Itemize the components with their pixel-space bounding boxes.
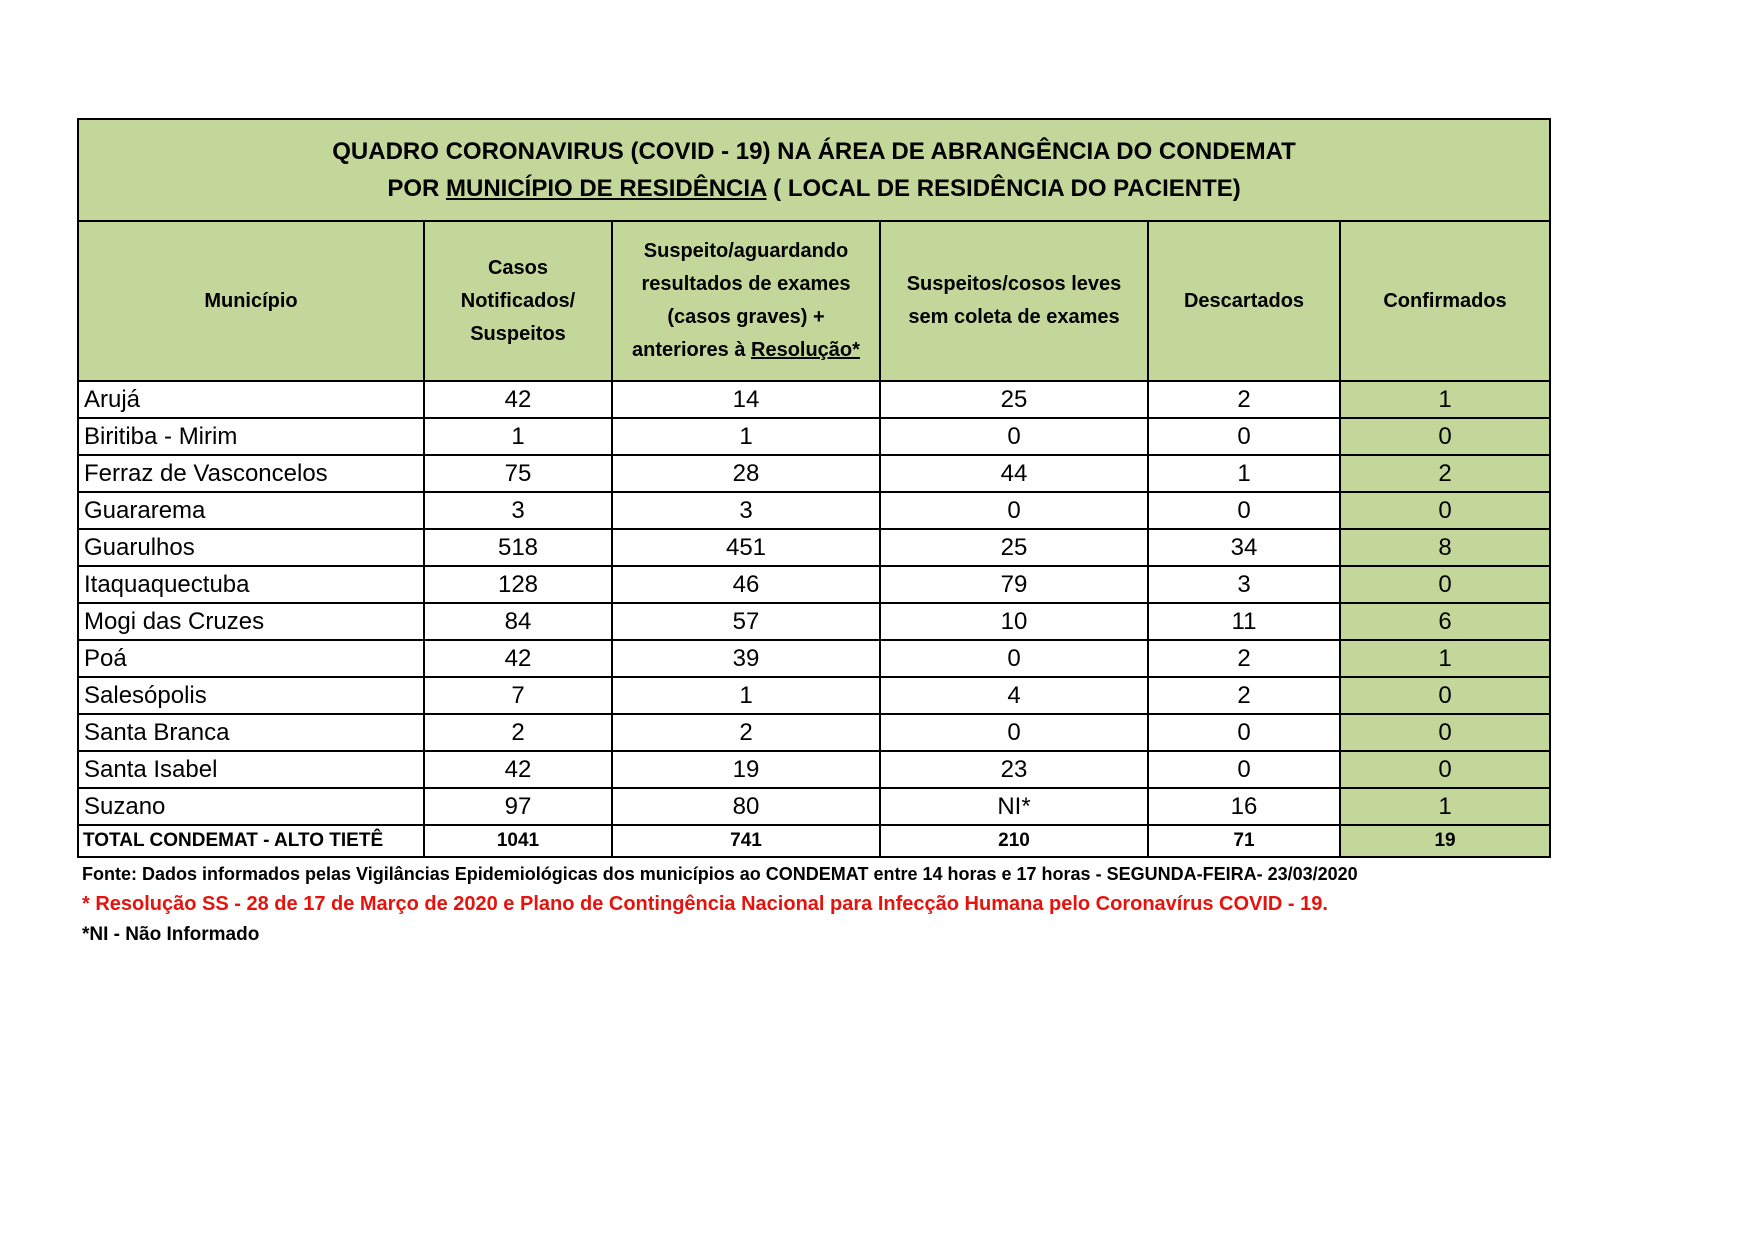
table-row [78, 566, 1550, 603]
cell-descartados: 2 [1148, 381, 1340, 418]
header-row [78, 221, 1550, 381]
cell-leves: 0 [880, 418, 1148, 455]
cell-municipio: Suzano [78, 788, 424, 825]
source-note: Fonte: Dados informados pelas Vigilâncias Epidemiológicas dos municípios ao CONDEMAT entre 14 horas e 17 horas - SEGUNDA-FEIRA- 23/03/2020 [82, 864, 1358, 884]
cell-municipio: Itaquaquectuba [78, 566, 424, 603]
ni-note: *NI - Não Informado [82, 924, 260, 945]
cell-confirmados: 1 [1340, 381, 1550, 418]
cell-leves: 0 [880, 640, 1148, 677]
table-row [78, 455, 1550, 492]
cell-leves: 10 [880, 603, 1148, 640]
cell-descartados: 0 [1148, 714, 1340, 751]
table-row [78, 418, 1550, 455]
cell-leves: 25 [880, 529, 1148, 566]
table-row [78, 714, 1550, 751]
resolucao-underlined: Resolução* [751, 339, 860, 361]
total-aguardando: 741 [612, 825, 880, 857]
cell-aguardando: 19 [612, 751, 880, 788]
cell-confirmados: 8 [1340, 529, 1550, 566]
cell-confirmados: 0 [1340, 566, 1550, 603]
cell-aguardando: 3 [612, 492, 880, 529]
cell-aguardando: 57 [612, 603, 880, 640]
cell-confirmados: 2 [1340, 455, 1550, 492]
cell-confirmados: 1 [1340, 640, 1550, 677]
cell-notificados: 42 [424, 751, 612, 788]
cell-leves: NI* [880, 788, 1148, 825]
cell-descartados: 0 [1148, 418, 1340, 455]
table-row [78, 751, 1550, 788]
cell-municipio: Guarulhos [78, 529, 424, 566]
cell-aguardando: 39 [612, 640, 880, 677]
cell-confirmados: 0 [1340, 492, 1550, 529]
cell-municipio: Biritiba - Mirim [78, 418, 424, 455]
total-descartados: 71 [1148, 825, 1340, 857]
cell-municipio: Salesópolis [78, 677, 424, 714]
covid-cases-table [77, 118, 1551, 858]
header-descartados: Descartados [1148, 221, 1340, 381]
cell-municipio: Guararema [78, 492, 424, 529]
cell-notificados: 75 [424, 455, 612, 492]
cell-leves: 0 [880, 492, 1148, 529]
cell-notificados: 1 [424, 418, 612, 455]
cell-confirmados: 6 [1340, 603, 1550, 640]
cell-notificados: 7 [424, 677, 612, 714]
table-row [78, 492, 1550, 529]
cell-leves: 0 [880, 714, 1148, 751]
cell-descartados: 1 [1148, 455, 1340, 492]
total-row [78, 825, 1550, 857]
cell-aguardando: 1 [612, 418, 880, 455]
data-rows [78, 381, 1550, 825]
resolution-note: * Resolução SS - 28 de 17 de Março de 2020 e Plano de Contingência Nacional para Infecção Humana pelo Coronavírus COVID - 19. [82, 893, 1328, 915]
cell-descartados: 0 [1148, 492, 1340, 529]
cell-municipio: Santa Branca [78, 714, 424, 751]
header-leves: Suspeitos/cosos leves sem coleta de exames [880, 221, 1148, 381]
cell-confirmados: 0 [1340, 677, 1550, 714]
cell-aguardando: 28 [612, 455, 880, 492]
total-leves: 210 [880, 825, 1148, 857]
header-confirmados: Confirmados [1340, 221, 1550, 381]
document [77, 118, 1549, 946]
cell-leves: 25 [880, 381, 1148, 418]
header-notificados: Casos Notificados/ Suspeitos [424, 221, 612, 381]
cell-descartados: 0 [1148, 751, 1340, 788]
cell-descartados: 34 [1148, 529, 1340, 566]
header-aguardando: Suspeito/aguardando resultados de exames (casos graves) + anteriores à Resolução* [612, 221, 880, 381]
cell-confirmados: 0 [1340, 751, 1550, 788]
cell-descartados: 2 [1148, 640, 1340, 677]
cell-notificados: 2 [424, 714, 612, 751]
cell-notificados: 97 [424, 788, 612, 825]
table-row [78, 640, 1550, 677]
table-row [78, 603, 1550, 640]
table-row [78, 529, 1550, 566]
cell-leves: 79 [880, 566, 1148, 603]
cell-leves: 23 [880, 751, 1148, 788]
total-notificados: 1041 [424, 825, 612, 857]
cell-notificados: 42 [424, 381, 612, 418]
total-confirmados: 19 [1340, 825, 1550, 857]
cell-notificados: 518 [424, 529, 612, 566]
cell-descartados: 16 [1148, 788, 1340, 825]
cell-municipio: Ferraz de Vasconcelos [78, 455, 424, 492]
cell-descartados: 11 [1148, 603, 1340, 640]
cell-municipio: Poá [78, 640, 424, 677]
cell-municipio: Santa Isabel [78, 751, 424, 788]
title-line-2: POR MUNICÍPIO DE RESIDÊNCIA ( LOCAL DE RESIDÊNCIA DO PACIENTE) [387, 175, 1241, 202]
cell-descartados: 3 [1148, 566, 1340, 603]
cell-leves: 44 [880, 455, 1148, 492]
header-municipio: Município [78, 221, 424, 381]
cell-aguardando: 1 [612, 677, 880, 714]
cell-confirmados: 0 [1340, 714, 1550, 751]
cell-aguardando: 14 [612, 381, 880, 418]
cell-aguardando: 451 [612, 529, 880, 566]
cell-municipio: Arujá [78, 381, 424, 418]
title-underlined: MUNICÍPIO DE RESIDÊNCIA [446, 175, 767, 202]
table-row [78, 788, 1550, 825]
title-line-1: QUADRO CORONAVIRUS (COVID - 19) NA ÁREA DE ABRANGÊNCIA DO CONDEMAT [332, 138, 1296, 165]
cell-aguardando: 2 [612, 714, 880, 751]
total-label: TOTAL CONDEMAT - ALTO TIETÊ [78, 825, 424, 857]
cell-notificados: 84 [424, 603, 612, 640]
table-title [78, 119, 1550, 221]
cell-descartados: 2 [1148, 677, 1340, 714]
cell-aguardando: 46 [612, 566, 880, 603]
table-row [78, 381, 1550, 418]
cell-confirmados: 0 [1340, 418, 1550, 455]
table-row [78, 677, 1550, 714]
cell-aguardando: 80 [612, 788, 880, 825]
cell-notificados: 42 [424, 640, 612, 677]
cell-notificados: 3 [424, 492, 612, 529]
cell-notificados: 128 [424, 566, 612, 603]
cell-municipio: Mogi das Cruzes [78, 603, 424, 640]
cell-leves: 4 [880, 677, 1148, 714]
cell-confirmados: 1 [1340, 788, 1550, 825]
